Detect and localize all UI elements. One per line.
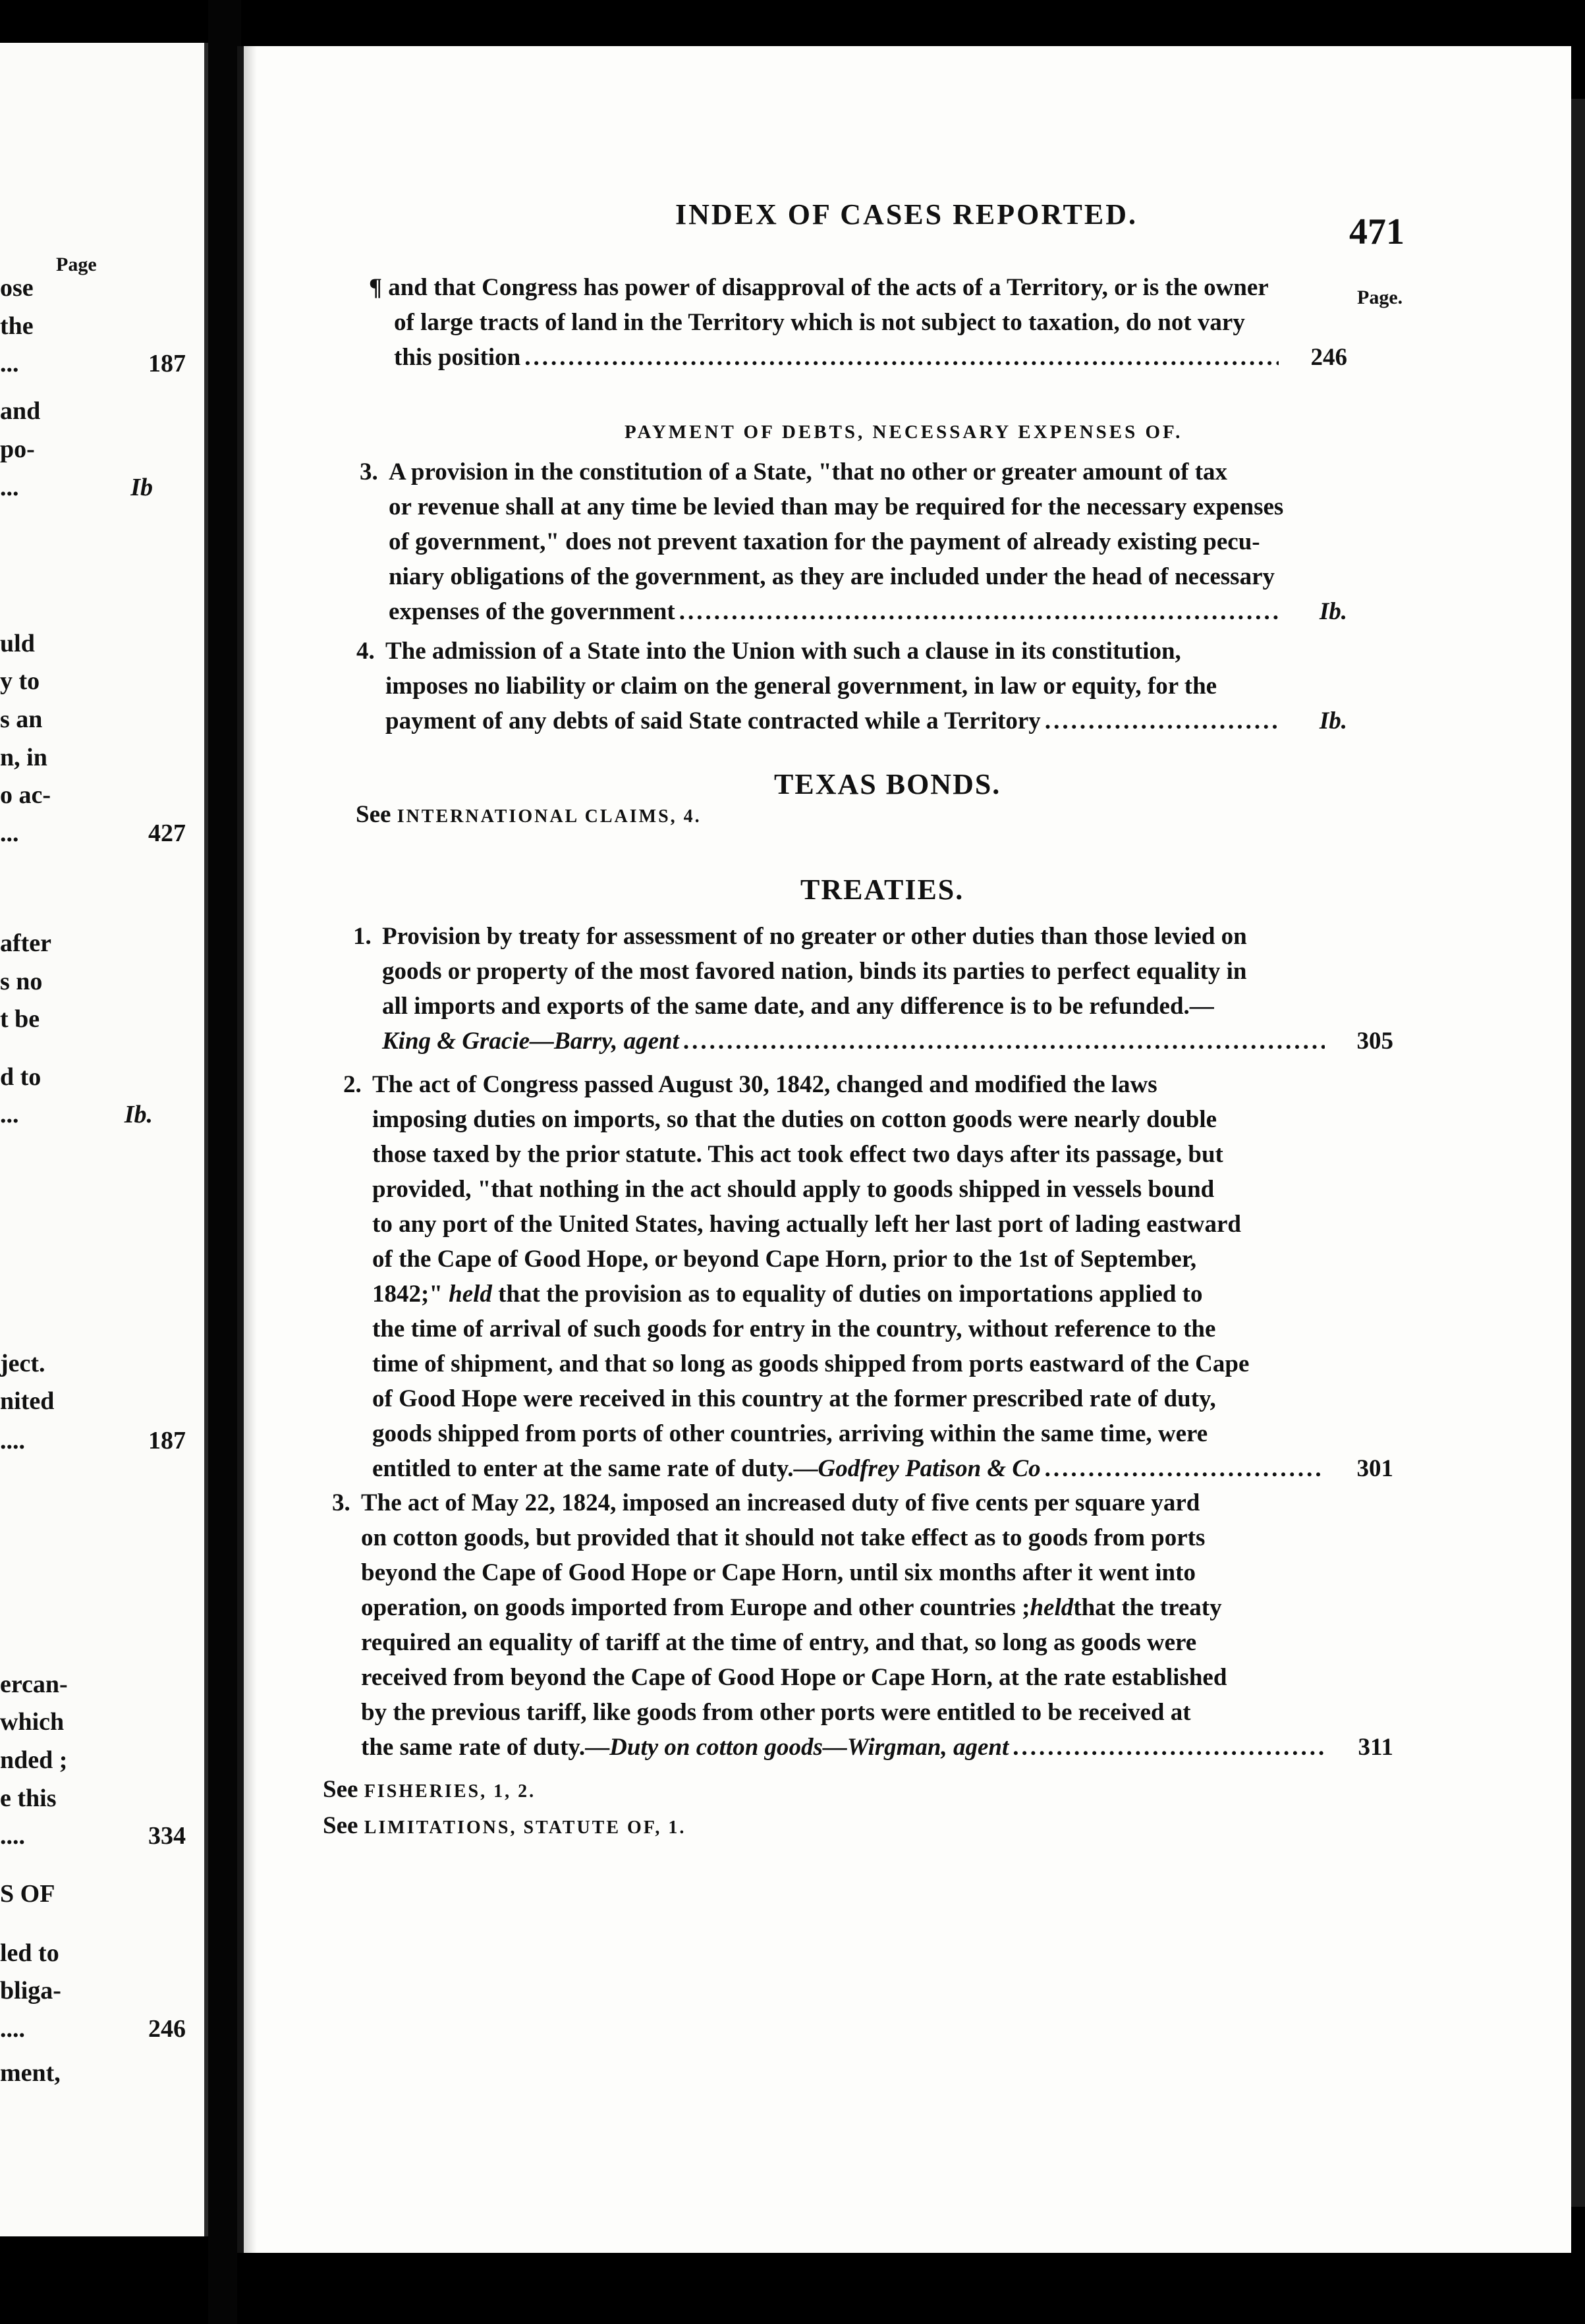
text-line: provided, "that nothing in the act should apply to goods shipped in vessels bound — [372, 1176, 1215, 1203]
left-page-line: ose — [0, 274, 34, 302]
text-line: goods shipped from ports of other countries, arriving within the same time, were — [372, 1420, 1208, 1447]
text-line: Provision by treaty for assessment of no greater or other duties than those levied on — [382, 923, 1247, 950]
held-keyword: held — [1030, 1594, 1074, 1621]
see-target: LIMITATIONS, STATUTE OF, 1. — [364, 1817, 686, 1838]
index-entry — [353, 919, 1393, 1059]
left-page-line: s an — [0, 706, 43, 733]
left-page-line: nded ; — [0, 1746, 68, 1774]
page-header-title: INDEX OF CASES REPORTED. — [675, 198, 1138, 231]
left-page-ref: 427 — [148, 819, 186, 847]
text-line: the time of arrival of such goods for entry in the country, without reference to the — [372, 1315, 1216, 1342]
text-line: expenses of the government — [389, 598, 675, 625]
index-entry — [360, 455, 1347, 629]
page-number: 471 — [1349, 211, 1404, 252]
text-segment: operation, on goods imported from Europe and other countries ; — [361, 1594, 1030, 1621]
index-entry — [332, 1485, 1393, 1765]
text-line: imposing duties on imports, so that the duties on cotton goods were nearly double — [372, 1106, 1217, 1133]
text-line: to any port of the United States, having actually left her last port of lading eastward — [372, 1211, 1241, 1238]
case-name: Duty on cotton goods—Wirgman, agent — [609, 1734, 1009, 1761]
text-line: ¶ and that Congress has power of disapproval of the acts of a Territory, or is the owner — [369, 274, 1269, 301]
see-target: FISHERIES, 1, 2. — [364, 1781, 536, 1802]
left-page-line: ... — [0, 1101, 19, 1128]
page-shadow — [237, 46, 257, 2253]
page-reference: 311 — [1358, 1734, 1393, 1761]
left-page-line: e this — [0, 1784, 57, 1812]
left-page-line: s no — [0, 968, 43, 995]
case-name: King & Gracie—Barry, agent — [382, 1028, 679, 1055]
bottom-shadow — [237, 2253, 1571, 2324]
left-page-line: .... — [0, 2015, 25, 2043]
see-target: INTERNATIONAL CLAIMS, 4. — [397, 806, 702, 827]
subheading-payment-of-debts: PAYMENT OF DEBTS, NECESSARY EXPENSES OF. — [625, 422, 1183, 443]
leader-dots — [1013, 1730, 1325, 1765]
left-page-ref: 187 — [148, 1427, 186, 1454]
left-page-line: ercan- — [0, 1671, 68, 1698]
entry-number: 3. — [360, 458, 378, 485]
left-page-ref: Ib. — [124, 1101, 153, 1128]
left-page-line: nited — [0, 1387, 55, 1415]
leader-dots — [1045, 1451, 1325, 1486]
section-heading-texas-bonds: TEXAS BONDS. — [774, 768, 1001, 800]
left-page-line: t be — [0, 1005, 40, 1033]
text-line: by the previous tariff, like goods from other ports were entitled to be received at — [361, 1699, 1191, 1726]
see-prefix: See — [356, 801, 391, 828]
text-line: or revenue shall at any time be levied than may be required for the necessary expenses — [389, 493, 1284, 520]
left-page-line: which — [0, 1708, 65, 1736]
text-line: received from beyond the Cape of Good Hope or Cape Horn, at the rate established — [361, 1664, 1227, 1691]
left-page-line: ject. — [0, 1350, 45, 1377]
text-line: of large tracts of land in the Territory which is not subject to taxation, do not vary — [394, 309, 1245, 336]
text-line: A provision in the constitution of a State, "that no other or greater amount of tax — [389, 458, 1228, 485]
see-reference — [356, 800, 702, 829]
see-prefix: See — [323, 1812, 358, 1839]
entry-number: 4. — [356, 638, 375, 665]
text-line: of government," does not prevent taxation for the payment of already existing pecu- — [389, 528, 1260, 555]
left-page-line: uld — [0, 630, 35, 657]
entry-number: 3. — [332, 1489, 350, 1516]
leader-dots — [1045, 704, 1279, 738]
text-line: of Good Hope were received in this country at the former prescribed rate of duty, — [372, 1385, 1216, 1412]
text-line: beyond the Cape of Good Hope or Cape Horn, until six months after it went into — [361, 1559, 1196, 1586]
left-page-header: Page — [56, 254, 97, 275]
left-page-line: led to — [0, 1939, 59, 1967]
see-also-reference — [323, 1775, 536, 1804]
text-line: The act of May 22, 1824, imposed an increased duty of five cents per square yard — [361, 1489, 1200, 1516]
book-gutter — [208, 0, 241, 2324]
page-reference: 301 — [1356, 1455, 1393, 1482]
section-heading-treaties: TREATIES. — [800, 873, 964, 906]
page-reference: Ib. — [1319, 707, 1347, 734]
text-line: imposes no liability or claim on the general government, in law or equity, for the — [385, 673, 1217, 700]
see-prefix: See — [323, 1776, 358, 1803]
page-column-label: Page. — [1357, 287, 1403, 308]
left-page-ref: 334 — [148, 1822, 186, 1850]
text-line: time of shipment, and that so long as goods shipped from ports eastward of the Cape — [372, 1350, 1250, 1377]
left-page-line: bliga- — [0, 1977, 61, 2005]
text-line: all imports and exports of the same date, and any difference is to be refunded.— — [382, 993, 1214, 1020]
text-segment: that the provision as to equality of duties on importations applied to — [498, 1281, 1203, 1308]
left-page-line: y to — [0, 667, 40, 695]
page-reference: Ib. — [1319, 598, 1347, 625]
leader-dots — [524, 340, 1279, 375]
case-name: Godfrey Patison & Co — [818, 1455, 1041, 1482]
left-page-ref: 187 — [148, 350, 186, 377]
left-page-line: ... — [0, 474, 19, 501]
left-page-line: the — [0, 312, 34, 340]
index-entry — [343, 1067, 1393, 1486]
left-page-line: ment, — [0, 2059, 61, 2087]
left-page-fragment — [0, 43, 208, 2236]
entry-number: 2. — [343, 1071, 362, 1098]
text-line: on cotton goods, but provided that it should not take effect as to goods from ports — [361, 1524, 1206, 1551]
left-page-line: d to — [0, 1063, 42, 1091]
leader-dots — [683, 1024, 1325, 1059]
index-entry — [356, 634, 1347, 738]
page-reference: 305 — [1356, 1028, 1393, 1055]
left-page-line: po- — [0, 435, 35, 463]
entry-number: 1. — [353, 923, 372, 950]
text-line: The admission of a State into the Union with such a clause in its constitution, — [385, 638, 1181, 665]
left-page-line: o ac- — [0, 781, 51, 809]
left-page-line: ... — [0, 350, 19, 377]
held-keyword: held — [449, 1281, 492, 1308]
left-page-line: after — [0, 929, 52, 957]
text-line: this position — [394, 344, 521, 371]
text-segment: the same rate of duty.— — [361, 1734, 610, 1761]
left-page-line: n, in — [0, 744, 47, 771]
left-page-line: .... — [0, 1427, 25, 1454]
text-line: payment of any debts of said State contracted while a Territory — [385, 707, 1041, 734]
left-page-line: S OF — [0, 1880, 55, 1908]
left-page-line: ... — [0, 819, 19, 847]
text-segment: that the treaty — [1073, 1594, 1222, 1621]
left-page-ref: Ib — [130, 474, 153, 501]
text-segment: 1842;" — [372, 1281, 443, 1308]
text-segment: entitled to enter at the same rate of duty.— — [372, 1455, 818, 1482]
page-reference: 246 — [1310, 344, 1347, 371]
text-line: The act of Congress passed August 30, 1842, changed and modified the laws — [372, 1071, 1157, 1098]
text-line: goods or property of the most favored nation, binds its parties to perfect equality in — [382, 958, 1247, 985]
left-page-line: .... — [0, 1822, 25, 1850]
left-page-ref: 246 — [148, 2015, 186, 2043]
see-also-reference — [323, 1812, 686, 1840]
continuation-entry — [369, 270, 1347, 375]
text-line: of the Cape of Good Hope, or beyond Cape Horn, prior to the 1st of September, — [372, 1246, 1197, 1273]
text-line: niary obligations of the government, as they are included under the head of necessary — [389, 563, 1275, 590]
left-page-line: and — [0, 397, 41, 425]
text-line: required an equality of tariff at the time of entry, and that, so long as goods were — [361, 1629, 1197, 1656]
text-line: those taxed by the prior statute. This act took effect two days after its passage, but — [372, 1141, 1223, 1168]
leader-dots — [679, 594, 1279, 629]
